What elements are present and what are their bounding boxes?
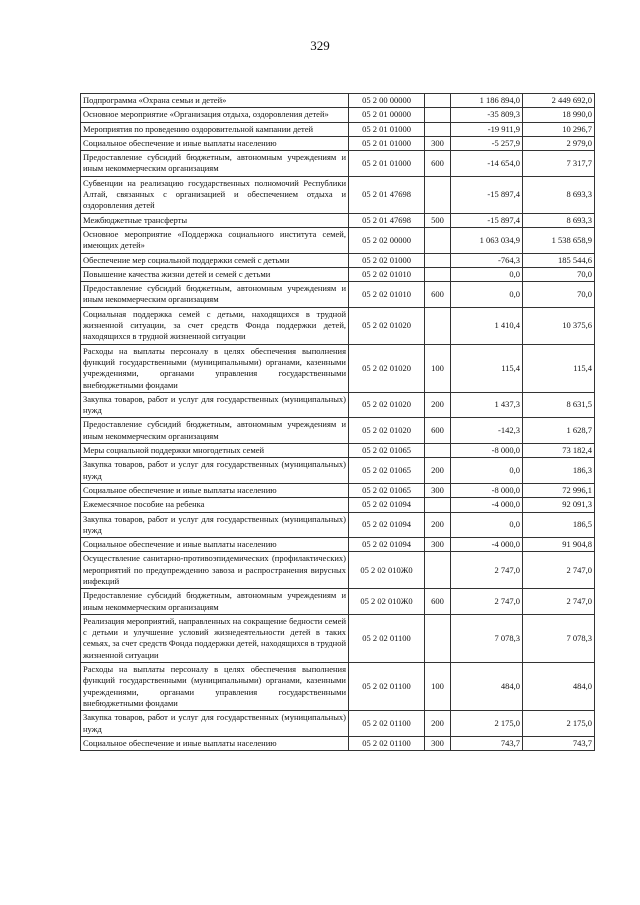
row-total-amount-cell: 7 078,3 (523, 614, 595, 662)
row-code-cell: 05 2 02 01065 (349, 483, 425, 497)
row-name-cell: Социальное обеспечение и иные выплаты населению (81, 538, 349, 552)
row-expense-type-cell (425, 108, 451, 122)
row-total-amount-cell: 70,0 (523, 282, 595, 308)
table-row (81, 122, 595, 136)
row-change-amount-cell: 0,0 (451, 282, 523, 308)
row-change-amount-cell: -8 000,0 (451, 483, 523, 497)
row-change-amount-cell: 1 186 894,0 (451, 94, 523, 108)
table-row (81, 151, 595, 177)
row-total-amount-cell: 18 990,0 (523, 108, 595, 122)
row-code-cell: 05 2 01 01000 (349, 122, 425, 136)
row-total-amount-cell: 2 747,0 (523, 552, 595, 589)
row-name-cell: Основное мероприятие «Поддержка социального института семей, имеющих детей» (81, 227, 349, 253)
row-change-amount-cell: -4 000,0 (451, 538, 523, 552)
budget-table-body (81, 94, 595, 751)
row-name-cell: Повышение качества жизни детей и семей с детьми (81, 267, 349, 281)
row-expense-type-cell (425, 614, 451, 662)
table-row (81, 498, 595, 512)
row-code-cell: 05 2 00 00000 (349, 94, 425, 108)
row-total-amount-cell: 484,0 (523, 663, 595, 711)
row-name-cell: Социальное обеспечение и иные выплаты населению (81, 483, 349, 497)
row-total-amount-cell: 743,7 (523, 736, 595, 750)
row-code-cell: 05 2 02 01065 (349, 444, 425, 458)
row-change-amount-cell: -15 897,4 (451, 213, 523, 227)
row-change-amount-cell: 2 175,0 (451, 711, 523, 737)
row-change-amount-cell: 484,0 (451, 663, 523, 711)
row-name-cell: Социальная поддержка семей с детьми, находящихся в трудной жизненной ситуации, за счет средств Фонда поддержки детей, находящихся в трудной жизненной ситуации (81, 307, 349, 344)
row-name-cell: Ежемесячное пособие на ребенка (81, 498, 349, 512)
row-total-amount-cell: 7 317,7 (523, 151, 595, 177)
row-change-amount-cell: 7 078,3 (451, 614, 523, 662)
table-row (81, 227, 595, 253)
row-name-cell: Предоставление субсидий бюджетным, автономным учреждениям и иным некоммерческим организациям (81, 282, 349, 308)
row-change-amount-cell: 115,4 (451, 344, 523, 392)
table-row (81, 736, 595, 750)
row-total-amount-cell: 8 631,5 (523, 392, 595, 418)
row-change-amount-cell: 1 410,4 (451, 307, 523, 344)
row-total-amount-cell: 185 544,6 (523, 253, 595, 267)
table-row (81, 282, 595, 308)
table-row (81, 267, 595, 281)
row-total-amount-cell: 92 091,3 (523, 498, 595, 512)
row-code-cell: 05 2 02 01100 (349, 711, 425, 737)
row-code-cell: 05 2 02 00000 (349, 227, 425, 253)
row-total-amount-cell: 186,3 (523, 458, 595, 484)
row-expense-type-cell (425, 267, 451, 281)
row-code-cell: 05 2 02 01100 (349, 663, 425, 711)
table-row (81, 213, 595, 227)
row-total-amount-cell: 70,0 (523, 267, 595, 281)
row-change-amount-cell: 743,7 (451, 736, 523, 750)
row-code-cell: 05 2 01 01000 (349, 151, 425, 177)
row-change-amount-cell: -35 809,3 (451, 108, 523, 122)
row-expense-type-cell (425, 227, 451, 253)
row-expense-type-cell: 200 (425, 512, 451, 538)
table-row (81, 663, 595, 711)
row-expense-type-cell: 300 (425, 538, 451, 552)
row-name-cell: Основное мероприятие «Организация отдыха, оздоровления детей» (81, 108, 349, 122)
row-total-amount-cell: 186,5 (523, 512, 595, 538)
row-code-cell: 05 2 02 01000 (349, 253, 425, 267)
row-expense-type-cell: 200 (425, 392, 451, 418)
row-total-amount-cell: 91 904,8 (523, 538, 595, 552)
page-number: 329 (310, 38, 330, 53)
table-row (81, 552, 595, 589)
row-expense-type-cell: 100 (425, 663, 451, 711)
row-total-amount-cell: 10 296,7 (523, 122, 595, 136)
row-name-cell: Закупка товаров, работ и услуг для государственных (муниципальных) нужд (81, 512, 349, 538)
row-total-amount-cell: 2 449 692,0 (523, 94, 595, 108)
budget-table (80, 93, 595, 751)
row-total-amount-cell: 72 996,1 (523, 483, 595, 497)
row-code-cell: 05 2 02 01020 (349, 344, 425, 392)
row-expense-type-cell: 300 (425, 483, 451, 497)
row-change-amount-cell: 0,0 (451, 267, 523, 281)
row-total-amount-cell: 2 747,0 (523, 589, 595, 615)
row-expense-type-cell (425, 94, 451, 108)
table-row (81, 392, 595, 418)
row-total-amount-cell: 1 538 658,9 (523, 227, 595, 253)
row-name-cell: Закупка товаров, работ и услуг для государственных (муниципальных) нужд (81, 711, 349, 737)
row-code-cell: 05 2 02 01094 (349, 538, 425, 552)
row-total-amount-cell: 8 693,3 (523, 213, 595, 227)
row-total-amount-cell: 8 693,3 (523, 176, 595, 213)
row-code-cell: 05 2 02 010Ж0 (349, 552, 425, 589)
row-name-cell: Подпрограмма «Охрана семьи и детей» (81, 94, 349, 108)
row-expense-type-cell (425, 498, 451, 512)
row-code-cell: 05 2 02 01020 (349, 392, 425, 418)
row-expense-type-cell: 300 (425, 136, 451, 150)
row-expense-type-cell: 100 (425, 344, 451, 392)
row-change-amount-cell: 1 063 034,9 (451, 227, 523, 253)
row-expense-type-cell (425, 122, 451, 136)
row-change-amount-cell: 0,0 (451, 512, 523, 538)
row-total-amount-cell: 115,4 (523, 344, 595, 392)
row-name-cell: Предоставление субсидий бюджетным, автономным учреждениям и иным некоммерческим организациям (81, 589, 349, 615)
table-row (81, 538, 595, 552)
row-expense-type-cell: 200 (425, 711, 451, 737)
row-code-cell: 05 2 02 01094 (349, 498, 425, 512)
row-name-cell: Предоставление субсидий бюджетным, автономным учреждениям и иным некоммерческим организациям (81, 151, 349, 177)
row-total-amount-cell: 1 628,7 (523, 418, 595, 444)
table-row (81, 711, 595, 737)
table-row (81, 512, 595, 538)
row-expense-type-cell: 600 (425, 418, 451, 444)
row-name-cell: Расходы на выплаты персоналу в целях обеспечения выполнения функций государственными (муниципальными) органами, казенными учреждениями, органами управления государственными внебюджетными фондами (81, 663, 349, 711)
row-code-cell: 05 2 02 010Ж0 (349, 589, 425, 615)
row-name-cell: Реализация мероприятий, направленных на сокращение бедности семей с детьми и улучшение условий жизнедеятельности детей в таких семьях, за счет средств Фонда поддержки детей, находящихся в трудной жизненной ситуации (81, 614, 349, 662)
row-code-cell: 05 2 01 47698 (349, 176, 425, 213)
row-code-cell: 05 2 01 00000 (349, 108, 425, 122)
row-code-cell: 05 2 02 01100 (349, 614, 425, 662)
row-name-cell: Мероприятия по проведению оздоровительной кампании детей (81, 122, 349, 136)
table-row (81, 418, 595, 444)
row-expense-type-cell: 500 (425, 213, 451, 227)
row-name-cell: Социальное обеспечение и иные выплаты населению (81, 736, 349, 750)
table-row (81, 136, 595, 150)
row-change-amount-cell: -5 257,9 (451, 136, 523, 150)
row-expense-type-cell (425, 176, 451, 213)
row-expense-type-cell (425, 444, 451, 458)
row-code-cell: 05 2 01 47698 (349, 213, 425, 227)
row-name-cell: Социальное обеспечение и иные выплаты населению (81, 136, 349, 150)
table-row (81, 176, 595, 213)
row-name-cell: Расходы на выплаты персоналу в целях обеспечения выполнения функций государственными (муниципальными) органами, казенными учреждениями, органами управления государственными внебюджетными фондами (81, 344, 349, 392)
row-name-cell: Закупка товаров, работ и услуг для государственных (муниципальных) нужд (81, 458, 349, 484)
row-total-amount-cell: 10 375,6 (523, 307, 595, 344)
row-name-cell: Межбюджетные трансферты (81, 213, 349, 227)
row-code-cell: 05 2 02 01010 (349, 282, 425, 308)
row-change-amount-cell: -142,3 (451, 418, 523, 444)
table-row (81, 108, 595, 122)
row-code-cell: 05 2 02 01100 (349, 736, 425, 750)
row-change-amount-cell: 2 747,0 (451, 589, 523, 615)
table-row (81, 458, 595, 484)
row-expense-type-cell: 600 (425, 282, 451, 308)
table-row (81, 344, 595, 392)
row-code-cell: 05 2 02 01020 (349, 418, 425, 444)
row-expense-type-cell (425, 307, 451, 344)
row-code-cell: 05 2 01 01000 (349, 136, 425, 150)
row-change-amount-cell: 1 437,3 (451, 392, 523, 418)
row-name-cell: Предоставление субсидий бюджетным, автономным учреждениям и иным некоммерческим организациям (81, 418, 349, 444)
row-change-amount-cell: -14 654,0 (451, 151, 523, 177)
row-expense-type-cell (425, 253, 451, 267)
row-change-amount-cell: -19 911,9 (451, 122, 523, 136)
table-row (81, 614, 595, 662)
row-change-amount-cell: 2 747,0 (451, 552, 523, 589)
table-row (81, 307, 595, 344)
row-name-cell: Меры социальной поддержки многодетных семей (81, 444, 349, 458)
row-code-cell: 05 2 02 01020 (349, 307, 425, 344)
row-code-cell: 05 2 02 01010 (349, 267, 425, 281)
row-change-amount-cell: -15 897,4 (451, 176, 523, 213)
table-row (81, 483, 595, 497)
row-name-cell: Осуществление санитарно-противоэпидемических (профилактических) мероприятий по предупреждению завоза и распространения вирусных инфекций (81, 552, 349, 589)
row-code-cell: 05 2 02 01065 (349, 458, 425, 484)
row-change-amount-cell: -4 000,0 (451, 498, 523, 512)
row-expense-type-cell: 300 (425, 736, 451, 750)
row-expense-type-cell: 600 (425, 151, 451, 177)
table-row (81, 94, 595, 108)
row-expense-type-cell (425, 552, 451, 589)
row-total-amount-cell: 2 979,0 (523, 136, 595, 150)
table-row (81, 589, 595, 615)
row-change-amount-cell: -8 000,0 (451, 444, 523, 458)
row-total-amount-cell: 2 175,0 (523, 711, 595, 737)
table-row (81, 253, 595, 267)
row-total-amount-cell: 73 182,4 (523, 444, 595, 458)
row-name-cell: Обеспечение мер социальной поддержки семей с детьми (81, 253, 349, 267)
row-name-cell: Закупка товаров, работ и услуг для государственных (муниципальных) нужд (81, 392, 349, 418)
table-row (81, 444, 595, 458)
row-change-amount-cell: 0,0 (451, 458, 523, 484)
row-expense-type-cell: 200 (425, 458, 451, 484)
row-name-cell: Субвенции на реализацию государственных полномочий Республики Алтай, связанных с организацией и обеспечением отдыха и оздоровления детей (81, 176, 349, 213)
row-change-amount-cell: -764,3 (451, 253, 523, 267)
row-code-cell: 05 2 02 01094 (349, 512, 425, 538)
row-expense-type-cell: 600 (425, 589, 451, 615)
